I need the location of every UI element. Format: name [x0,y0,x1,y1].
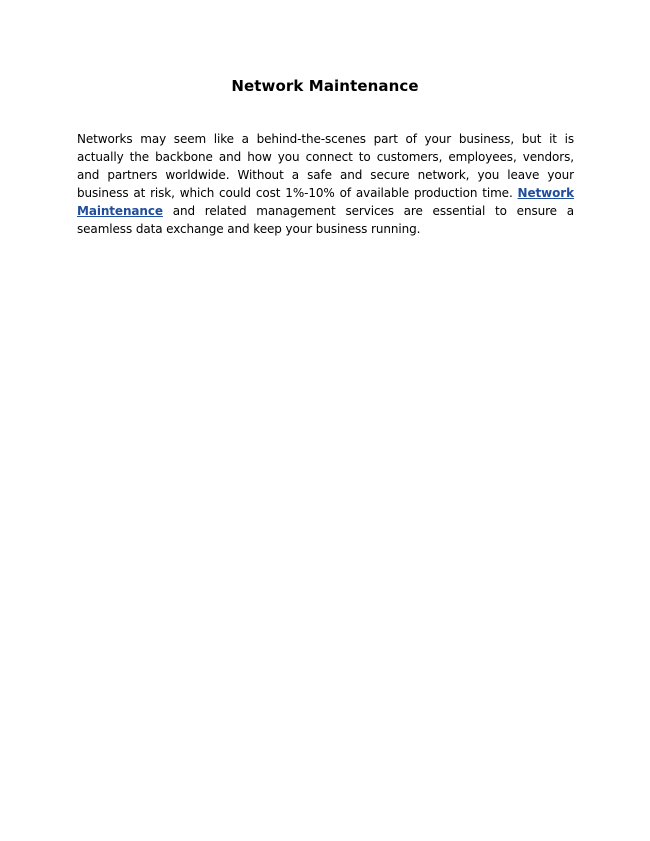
document-title: Network Maintenance [231,77,419,95]
body-paragraph [77,130,574,238]
network-maintenance-link[interactable]: Network Maintenance [77,186,574,218]
paragraph-text-before-link: Networks may seem like a behind-the-scenes part of your business, but it is actually the backbone and how you connect to customers, employees, vendors, and partners worldwide. Without a safe and secure network, you leave your business at risk, which could cost 1%-10% of available production time. [77,132,574,200]
paragraph-text-after-link: and related management services are essential to ensure a seamless data exchange and keep your business running. [77,204,574,236]
